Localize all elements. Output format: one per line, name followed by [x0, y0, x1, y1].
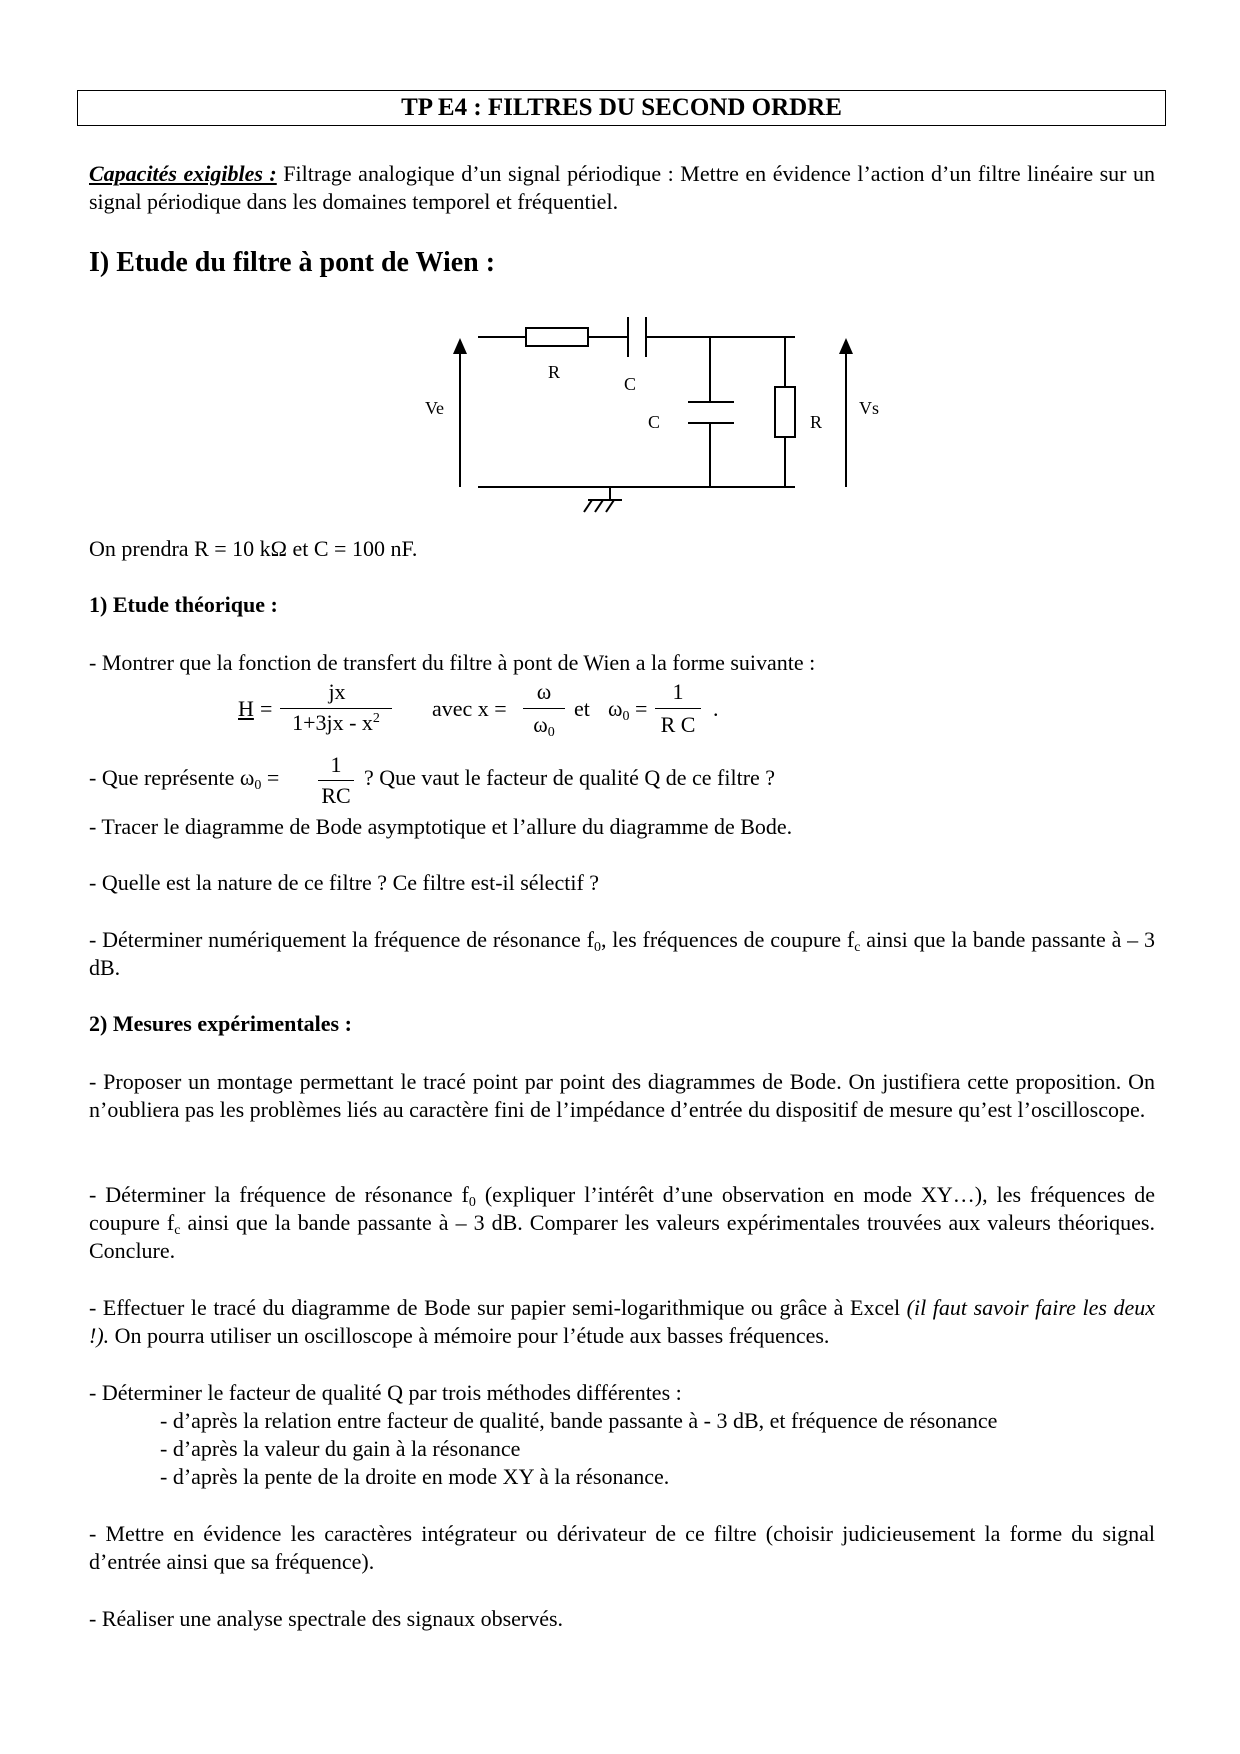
capacites-text: Filtrage analogique d’un signal périodique : Mettre en évidence l’action d’un filtre linéaire sur un signal périodique dans les domaines temporel et fréquentiel. — [89, 161, 1155, 214]
exp-paragraph-bode: - Effectuer le tracé du diagramme de Bode sur papier semi-logarithmique ou grâce à Excel (il faut savoir faire les deux !). On pourra utiliser un oscilloscope à mémoire pour l’étude aux basses fréquences. — [89, 1295, 1155, 1348]
theory-intro: - Montrer que la fonction de transfert du filtre à pont de Wien a la forme suivante : — [89, 650, 816, 675]
formula-period: . — [713, 696, 719, 721]
parallel-capacitor-label: C — [648, 412, 661, 432]
question-omega0-suffix: ? Que vaut le facteur de qualité Q de ce filtre ? — [364, 765, 776, 790]
exp-paragraph-resonance: - Déterminer la fréquence de résonance $f_0$ (expliquer l’intérêt d’une observation en mode XY…), les fréquences de coupure $f_c$ ainsi que la bande passante à – 3 dB. Comparer les valeurs expérimentales trouvées aux valeurs théoriques. Conclure. — [89, 1182, 1155, 1263]
question-omega0-prefix: - Que représente $\omega_0$ = — [89, 765, 280, 793]
question-omega0-bar — [318, 780, 354, 781]
omega0-numerator: 1 — [672, 679, 684, 704]
series-capacitor-label: C — [624, 374, 637, 394]
parallel-resistor-label: R — [810, 412, 823, 432]
formula-fraction-bar — [280, 708, 392, 709]
parallel-resistor — [775, 387, 795, 437]
capacites-label: Capacités exigibles : — [89, 161, 277, 186]
question-omega0-numerator: 1 — [330, 752, 342, 777]
formula-equals: = — [260, 696, 273, 721]
wien-bridge-circuit — [0, 0, 1240, 540]
subsection-2-title: 2) Mesures expérimentales : — [89, 1011, 352, 1036]
ve-label: Ve — [425, 398, 444, 418]
question-omega0-denominator: RC — [321, 783, 351, 808]
exp-paragraph-integrator: - Mettre en évidence les caractères intégrateur ou dérivateur de ce filtre (choisir judicieusement la forme du signal d’entrée ainsi que sa fréquence). — [89, 1521, 1155, 1574]
omega0-symbol: $\omega_0$ = — [608, 696, 648, 724]
formula-denominator: $1+3jx - x^2$ — [292, 710, 380, 735]
omega0-denominator: R C — [660, 712, 696, 737]
quality-method-2: - d’après la valeur du gain à la résonance — [160, 1436, 521, 1461]
x-denominator-omega0: $\omega_0$ — [533, 712, 555, 740]
avec-x-label: avec x = — [432, 696, 507, 721]
exp-paragraph-spectral: - Réaliser une analyse spectrale des signaux observés. — [89, 1606, 564, 1631]
formula-H: H — [238, 696, 254, 721]
et-label: et — [574, 696, 590, 721]
question-resonance-frequency: - Déterminer numériquement la fréquence de résonance $f_0$, les fréquences de coupure $f_c$ ainsi que la bande passante à – 3 dB. — [89, 927, 1155, 980]
omega0-fraction-bar — [655, 708, 701, 709]
series-resistor — [526, 328, 588, 346]
component-values: On prendra R = 10 kΩ et C = 100 nF. — [89, 536, 418, 561]
formula-numerator: jx — [328, 679, 346, 704]
series-resistor-label: R — [548, 362, 561, 382]
vs-label: Vs — [859, 398, 880, 418]
page-title: TP E4 : FILTRES DU SECOND ORDRE — [77, 90, 1166, 126]
quality-method-3: - d’après la pente de la droite en mode XY à la résonance. — [160, 1464, 670, 1489]
quality-method-1: - d’après la relation entre facteur de qualité, bande passante à - 3 dB, et fréquence de résonance — [160, 1408, 998, 1433]
ve-arrowhead — [453, 338, 467, 354]
question-filter-nature: - Quelle est la nature de ce filtre ? Ce filtre est-il sélectif ? — [89, 870, 600, 895]
question-bode-tracing: - Tracer le diagramme de Bode asymptotique et l’allure du diagramme de Bode. — [89, 814, 793, 839]
exp-paragraph-montage: - Proposer un montage permettant le tracé point par point des diagrammes de Bode. On justifiera cette proposition. On n’oubliera pas les problèmes liés au caractère fini de l’impédance d’entrée du dispositif de mesure qu’est l’oscilloscope. — [89, 1069, 1155, 1122]
vs-arrowhead — [839, 338, 853, 354]
section-1-title: I) Etude du filtre à pont de Wien : — [89, 247, 496, 278]
subsection-1-title: 1) Etude théorique : — [89, 592, 278, 617]
exp-paragraph-quality-factor: - Déterminer le facteur de qualité Q par trois méthodes différentes : — [89, 1380, 682, 1405]
x-numerator-omega: ω — [536, 679, 552, 704]
x-fraction-bar — [523, 708, 565, 709]
